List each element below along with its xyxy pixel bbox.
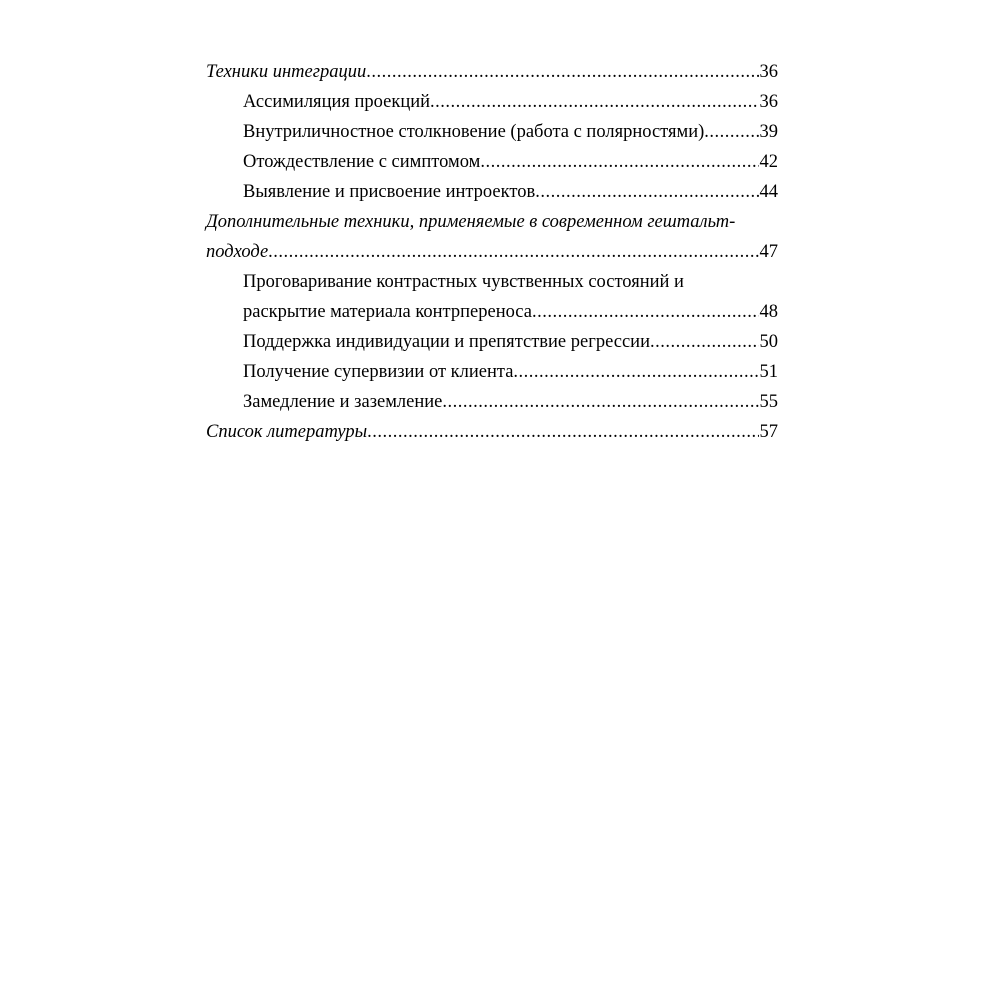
dot-leader (704, 117, 758, 147)
toc-entry-title: Замедление и заземление (243, 392, 443, 412)
toc-entry[interactable] (206, 267, 778, 327)
toc-entry-line (206, 177, 778, 207)
toc-page-number: 42 (759, 152, 778, 172)
toc-entry-title: Поддержка индивидуации и препятствие регрессии (243, 332, 650, 352)
toc-page-number: 36 (759, 62, 778, 82)
toc-entry[interactable] (206, 147, 778, 177)
toc-entry[interactable] (206, 117, 778, 147)
toc-entry-line (206, 267, 778, 297)
toc-page-number: 57 (759, 422, 778, 442)
dot-leader (532, 297, 759, 327)
toc-entry-line (206, 387, 778, 417)
toc-entry-title: Отождествление с симптомом (243, 152, 481, 172)
toc-entry[interactable] (206, 87, 778, 117)
toc-page-number: 39 (759, 122, 778, 142)
toc-entry-line (206, 207, 778, 237)
dot-leader (650, 327, 759, 357)
toc-entry-line (206, 237, 778, 267)
toc-entry-line (206, 417, 778, 447)
dot-leader (430, 87, 758, 117)
toc-entry-title: Дополнительные техники, применяемые в современном гештальт- (206, 212, 736, 232)
toc-entry-line (206, 327, 778, 357)
toc-entry-line (206, 87, 778, 117)
toc-entry-title: подходе (206, 242, 269, 262)
toc-entry-line (206, 57, 778, 87)
toc-entry-line (206, 357, 778, 387)
toc-entry-title: Получение супервизии от клиента (243, 362, 514, 382)
toc-entry-line (206, 297, 778, 327)
dot-leader (367, 417, 758, 447)
dot-leader (480, 147, 758, 177)
toc-entry-title: Выявление и присвоение интроектов (243, 182, 536, 202)
toc-entry[interactable] (206, 417, 778, 447)
dot-leader (366, 57, 758, 87)
toc-page-number: 47 (759, 242, 778, 262)
toc-entry-title: Ассимиляция проекций (243, 92, 431, 112)
toc-entry[interactable] (206, 57, 778, 87)
table-of-contents (206, 57, 778, 447)
toc-entry-title: Проговаривание контрастных чувственных состояний и (243, 272, 684, 292)
toc-page-number: 51 (759, 362, 778, 382)
toc-entry[interactable] (206, 357, 778, 387)
toc-entry-title: Внутриличностное столкновение (работа с полярностями) (243, 122, 705, 142)
toc-entry-line (206, 147, 778, 177)
toc-entry[interactable] (206, 387, 778, 417)
toc-page-number: 50 (759, 332, 778, 352)
toc-entry-title: раскрытие материала контрпереноса (243, 302, 532, 322)
toc-entry-line (206, 117, 778, 147)
dot-leader (442, 387, 758, 417)
dot-leader (535, 177, 758, 207)
toc-page-number: 36 (759, 92, 778, 112)
toc-entry-title: Техники интеграции (206, 62, 367, 82)
toc-entry[interactable] (206, 327, 778, 357)
dot-leader (513, 357, 758, 387)
toc-page-number: 44 (759, 182, 778, 202)
toc-page-number: 55 (759, 392, 778, 412)
dot-leader (268, 237, 758, 267)
toc-entry-title: Список литературы (206, 422, 368, 442)
toc-entry[interactable] (206, 177, 778, 207)
toc-entry[interactable] (206, 207, 778, 267)
toc-page-number: 48 (759, 302, 778, 322)
